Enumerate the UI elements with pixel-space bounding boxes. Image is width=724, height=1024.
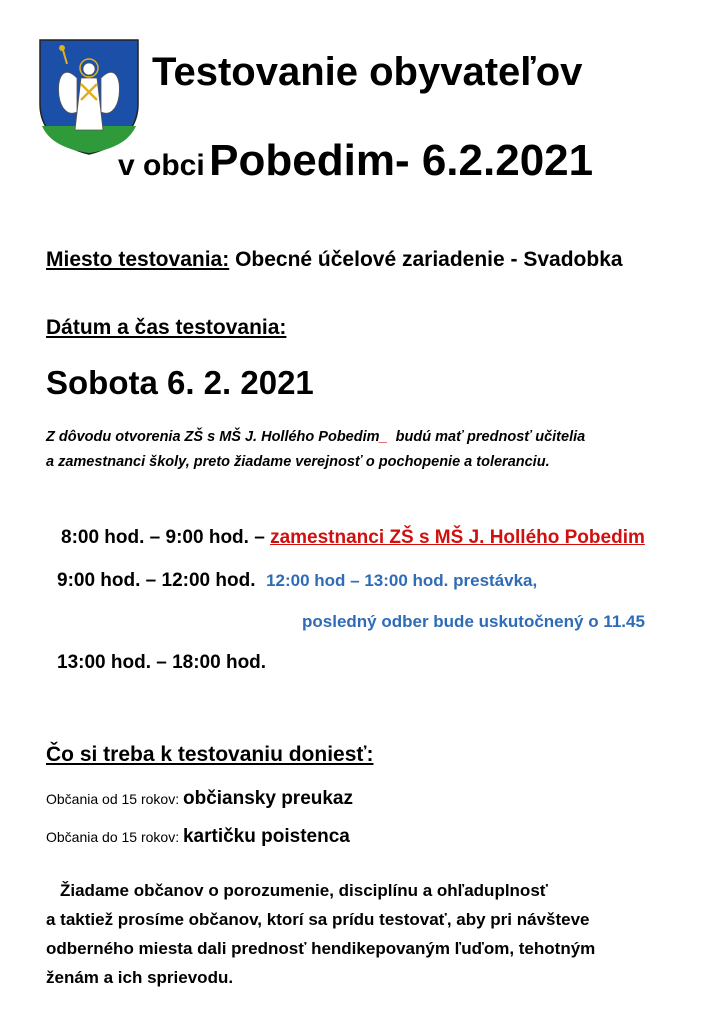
test-day: Sobota 6. 2. 2021 xyxy=(46,364,314,401)
closing-line-4: ženám a ich sprievodu. xyxy=(46,968,234,987)
bring-row-1 xyxy=(46,788,353,810)
title-main: Pobedim- 6.2.2021 xyxy=(209,136,594,185)
closing-line-3: odberného miesta dali prednosť hendikepovaným ľuďom, tehotným xyxy=(46,939,596,958)
closing-paragraph xyxy=(46,876,686,992)
slot-1 xyxy=(61,527,645,549)
notice-line1-b: budú mať prednosť učitelia xyxy=(395,429,586,445)
slot-2 xyxy=(57,570,537,592)
bring-row-1-label: Občania od 15 rokov: xyxy=(46,791,180,807)
slot-2-note: 12:00 hod – 13:00 hod. prestávka, xyxy=(266,571,538,590)
notice xyxy=(46,425,585,475)
bring-row-1-value: občiansky preukaz xyxy=(182,788,354,809)
slot-1-time: 8:00 hod. – 9:00 hod. – xyxy=(61,527,265,548)
bring-row-2-label: Občania do 15 rokov: xyxy=(46,829,180,845)
datetime-label: Dátum a čas testovania: xyxy=(46,316,287,339)
slot-1-note: zamestnanci ZŠ s MŠ J. Hollého Pobedim xyxy=(270,527,645,548)
slot-2-note2: posledný odber bude uskutočnený o 11.45 xyxy=(302,612,645,631)
closing-line-2: a taktiež prosíme občanov, ktorí sa prídu testovať, aby pri návšteve xyxy=(46,910,590,929)
slot-2-time: 9:00 hod. – 12:00 hod. xyxy=(57,570,256,591)
notice-line1-a: Z dôvodu otvorenia ZŠ s MŠ J. Hollého Pobedim xyxy=(46,429,380,445)
notice-line2: a zamestnanci školy, preto žiadame verejnosť o pochopenie a toleranciu. xyxy=(46,454,550,470)
title-line2 xyxy=(118,136,593,186)
title-line1: Testovanie obyvateľov xyxy=(152,50,583,94)
place-label: Miesto testovania: xyxy=(46,248,230,271)
slot-3-time: 13:00 hod. – 18:00 hod. xyxy=(57,652,267,673)
place-row xyxy=(46,248,623,272)
bring-heading: Čo si treba k testovaniu doniesť: xyxy=(46,743,374,766)
bring-row-2-value: kartičku poistenca xyxy=(182,826,350,847)
notice-dash: _ xyxy=(379,429,388,445)
place-value: Obecné účelové zariadenie - Svadobka xyxy=(235,248,623,271)
bring-row-2 xyxy=(46,826,350,848)
title-prefix: v obci xyxy=(118,149,205,182)
closing-line-1: Žiadame občanov o porozumenie, disciplínu a ohľaduplnosť xyxy=(60,881,548,900)
